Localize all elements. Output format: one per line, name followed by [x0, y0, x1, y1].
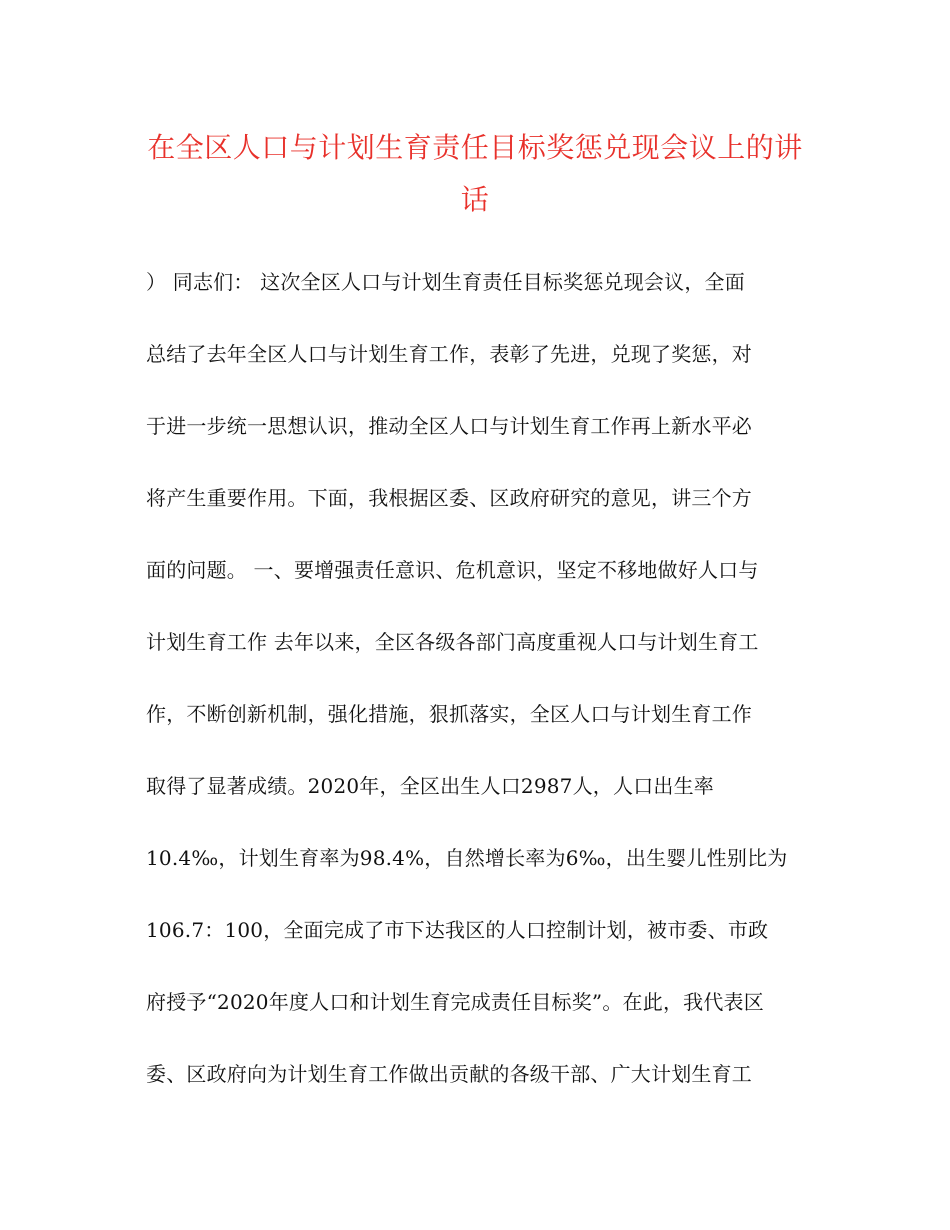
body-line-8: 取得了显著成绩。2020年，全区出生人口2987人，人口出生率	[146, 774, 714, 798]
body-line-6: 计划生育工作 去年以来，全区各级各部门高度重视人口与计划生育工	[146, 630, 759, 654]
body-line-9: 10.4‰，计划生育率为98.4%，自然增长率为6‰，出生婴儿性别比为	[146, 846, 788, 870]
document-title	[140, 122, 810, 226]
body-line-11: 府授予“2020年度人口和计划生育完成责任目标奖”。在此，我代表区	[146, 990, 764, 1014]
body-line-1: ） 同志们： 这次全区人口与计划生育责任目标奖惩兑现会议，全面	[146, 270, 745, 294]
body-line-4: 将产生重要作用。下面，我根据区委、区政府研究的意见，讲三个方	[146, 486, 752, 510]
document-body	[146, 258, 816, 1122]
body-line-10: 106.7：100，全面完成了市下达我区的人口控制计划，被市委、市政	[146, 918, 769, 942]
title-line-2: 话	[460, 183, 490, 216]
title-line-1: 在全区人口与计划生育责任目标奖惩兑现会议上的讲	[147, 131, 803, 164]
body-line-7: 作，不断创新机制，强化措施，狠抓落实，全区人口与计划生育工作	[146, 702, 752, 726]
body-line-5: 面的问题。 一、要增强责任意识、危机意识，坚定不移地做好人口与	[146, 558, 759, 582]
body-line-2: 总结了去年全区人口与计划生育工作，表彰了先进，兑现了奖惩，对	[146, 342, 752, 366]
body-line-3: 于进一步统一思想认识，推动全区人口与计划生育工作再上新水平必	[146, 414, 752, 438]
body-line-12: 委、区政府向为计划生育工作做出贡献的各级干部、广大计划生育工	[146, 1062, 752, 1086]
